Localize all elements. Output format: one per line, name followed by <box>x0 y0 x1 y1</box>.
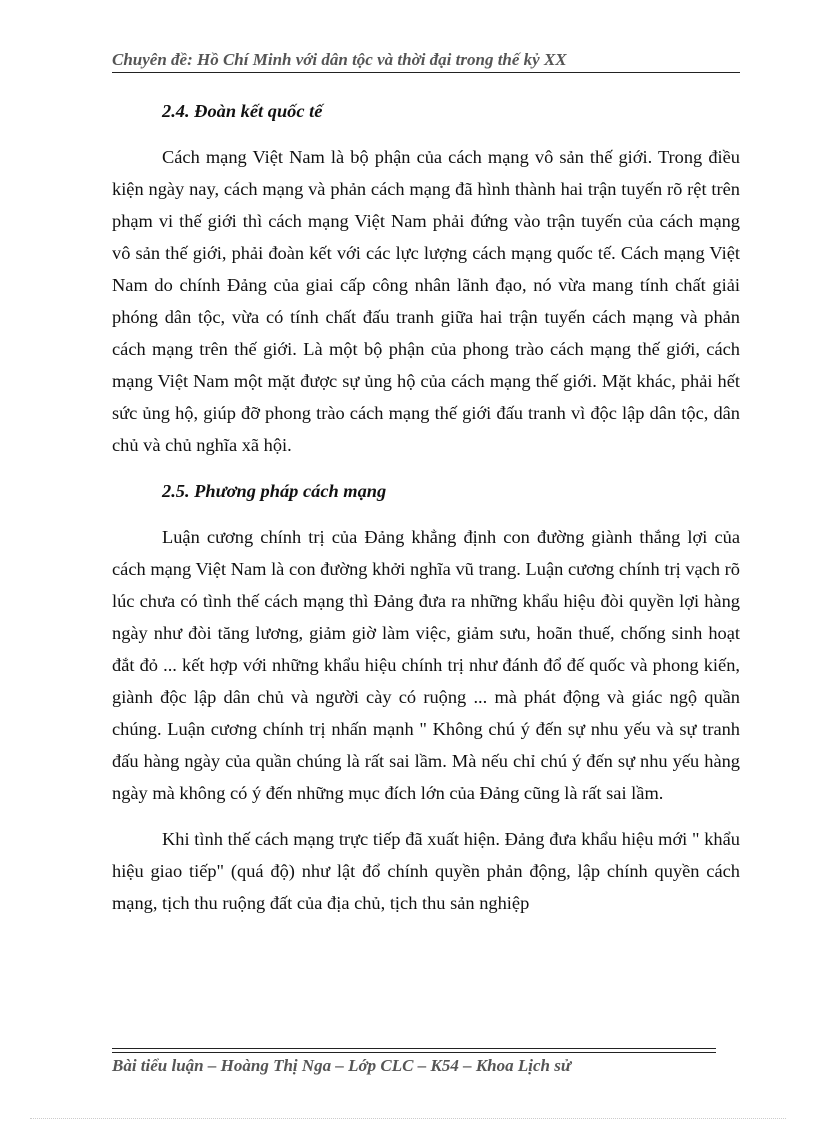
footer-divider-bottom <box>112 1052 716 1053</box>
page-header: Chuyên đề: Hồ Chí Minh với dân tộc và thời đại trong thế kỷ XX <box>112 50 567 69</box>
page-footer: Bài tiểu luận – Hoàng Thị Nga – Lớp CLC – K54 – Khoa Lịch sử <box>112 1056 572 1075</box>
page-edge <box>30 1118 786 1119</box>
header-divider <box>112 72 740 73</box>
paragraph: Khi tình thế cách mạng trực tiếp đã xuất hiện. Đảng đưa khẩu hiệu mới " khẩu hiệu giao tiếp" (quá độ) như lật đổ chính quyền phản động, lập chính quyền cách mạng, tịch thu ruộng đất của địa chủ, tịch thu sản nghiệp <box>112 829 740 913</box>
paragraph: Cách mạng Việt Nam là bộ phận của cách mạng vô sản thế giới. Trong điều kiện ngày nay, cách mạng và phản cách mạng đã hình thành hai trận tuyến rõ rệt trên phạm vi thế giới thì cách mạng Việt Nam phải đứng vào trận tuyến của cách mạng vô sản thế giới, phải đoàn kết với các lực lượng cách mạng quốc tế. Cách mạng Việt Nam do chính Đảng của giai cấp công nhân lãnh đạo, nó vừa mang tính chất giải phóng dân tộc, vừa có tính chất đấu tranh giữa hai trận tuyến cách mạng và phản cách mạng trên thế giới. Là một bộ phận của phong trào cách mạng thế giới, cách mạng Việt Nam một mặt được sự ủng hộ của cách mạng thế giới. Mặt khác, phải hết sức ủng hộ, giúp đỡ phong trào cách mạng thế giới đấu tranh vì độc lập dân tộc, dân chủ và chủ nghĩa xã hội. <box>112 147 740 455</box>
footer-divider-top <box>112 1048 716 1049</box>
document-body <box>112 95 740 933</box>
section-heading-revolutionary-method: 2.5. Phương pháp cách mạng <box>162 481 387 501</box>
section-heading-international-solidarity: 2.4. Đoàn kết quốc tế <box>162 101 323 121</box>
paragraph: Luận cương chính trị của Đảng khẳng định con đường giành thắng lợi của cách mạng Việt Nam là con đường khởi nghĩa vũ trang. Luận cương chính trị vạch rõ lúc chưa có tình thế cách mạng thì Đảng đưa ra những khẩu hiệu đòi quyền lợi hàng ngày như đòi tăng lương, giảm giờ làm việc, giảm sưu, hoãn thuế, chống sinh hoạt đắt đỏ ... kết hợp với những khẩu hiệu chính trị như đánh đổ đế quốc và phong kiến, giành độc lập dân chủ và người cày có ruộng ... mà phát động và giác ngộ quần chúng. Luận cương chính trị nhấn mạnh " Không chú ý đến sự nhu yếu và sự tranh đấu hàng ngày của quần chúng là rất sai lầm. Mà nếu chỉ chú ý đến sự nhu yếu hàng ngày mà không có ý đến những mục đích lớn của Đảng cũng là rất sai lầm. <box>112 527 740 803</box>
